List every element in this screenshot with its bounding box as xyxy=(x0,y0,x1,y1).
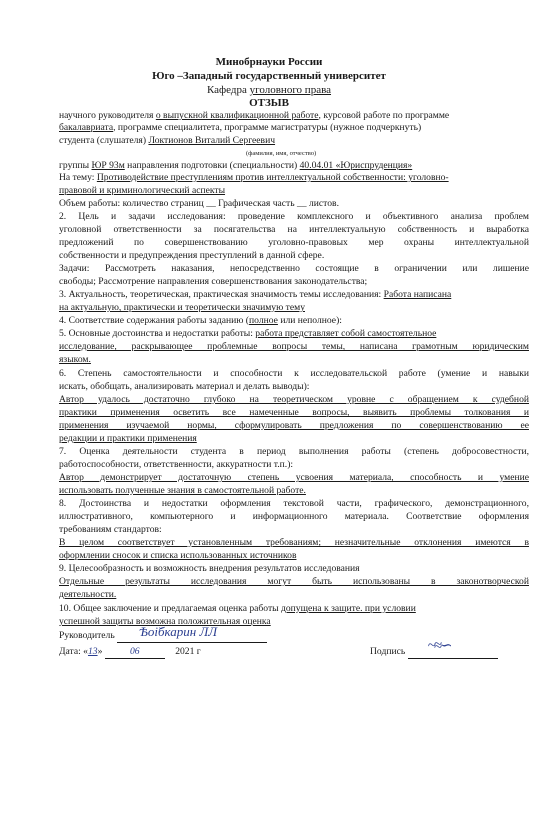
signature-label: Подпись xyxy=(370,646,406,657)
implementation-answer-2: деятельности. xyxy=(59,589,117,600)
independence-line-2: искать, обобщать, анализировать материал и делать выводы): xyxy=(59,381,310,392)
ministry-title: Минобрнауки России xyxy=(215,56,323,68)
design-line-2: иллюстративного, компьютерного и информационного материала. Соответствие оформления xyxy=(59,511,529,522)
department-name: уголовного права xyxy=(249,84,332,96)
merits-answer: работа представляет собой самостоятельное xyxy=(255,328,437,339)
date-month-line xyxy=(105,646,165,659)
line-program xyxy=(59,122,421,134)
conclusion-line-2: успешной защиты возможна положительная оценка xyxy=(59,616,271,627)
topic-text: Противодействие преступлениям против интеллектуальной собственности: уголовно- xyxy=(96,172,449,183)
relevance-answer: Работа написана xyxy=(383,289,452,300)
specialty: 40.04.01 «Юриспруденция» xyxy=(299,160,413,171)
implementation-line: 9. Целесообразность и возможность внедрения результатов исследования xyxy=(59,563,360,574)
relevance-line-1 xyxy=(59,289,451,301)
date-label: Дата: « xyxy=(59,646,88,657)
date-year: 2021 г xyxy=(175,646,201,657)
date-separator: » xyxy=(97,646,105,657)
text: , программе специалитета, программе магистратуры (нужное подчеркнуть) xyxy=(113,122,422,133)
line-group xyxy=(59,160,412,172)
supervisor-signature: Ѣоі̆бкарин ЛЛ xyxy=(139,624,218,639)
name-caption: (фамилия, имя, отчество) xyxy=(246,150,317,157)
conclusion-line-1 xyxy=(59,603,416,615)
line-topic xyxy=(59,172,449,184)
work-type-underlined: о выпускной квалификационной работе xyxy=(155,110,319,121)
date-row xyxy=(59,646,201,659)
goal-line-2: уголовной ответственности за посягательства на интеллектуальную собственность и выработка xyxy=(59,224,529,235)
topic-text-cont: правовой и криминологический аспекты xyxy=(59,185,226,196)
activity-line-1: 7. Оценка деятельности студента в период выполнения работы (степень добросовестности, xyxy=(59,446,529,457)
department-line xyxy=(0,84,538,96)
student-label: студента (слушателя) xyxy=(59,135,149,146)
conformity-answer: полное xyxy=(249,315,278,326)
independence-answer-4: редакции и практики применения xyxy=(59,433,197,444)
date-day: 13 xyxy=(87,646,98,657)
design-answer-2: оформлении сносок и списка использованных источников xyxy=(59,550,297,561)
university-title: Юго –Западный государственный университет xyxy=(152,70,386,82)
signature-row xyxy=(370,638,498,659)
goal-line-1: 2. Цель и задачи исследования: проведение комплексного и объективного анализа проблем xyxy=(59,211,529,222)
volume-line: Объем работы: количество страниц __ Графическая часть __ листов. xyxy=(59,198,339,209)
line-student xyxy=(59,135,275,147)
relevance-line-2: на актуальную, практически и теоретически значимую тему xyxy=(59,302,305,313)
relevance-label: 3. Актуальность, теоретическая, практическая значимость темы исследования: xyxy=(59,289,384,300)
text: , курсовой работе по программе xyxy=(318,110,450,121)
goal-line-3: предложений по совершенствованию уголовно-правовых мер охраны интеллектуальной xyxy=(59,237,529,248)
conclusion-label: 10. Общее заключение и предлагаемая оценка работы xyxy=(59,603,281,614)
merits-line-1 xyxy=(59,328,436,340)
document-title: ОТЗЫВ xyxy=(249,97,289,109)
topic-label: На тему: xyxy=(59,172,97,183)
date-month: 06 xyxy=(129,646,140,657)
tasks-line-2: свободы; Рассмотрение направления совершенствования законодательства; xyxy=(59,276,368,287)
goal-line-4: собственности и предупреждения преступлений в данной сфере. xyxy=(59,250,325,261)
activity-line-2: работоспособности, ответственности, аккуратности т.п.): xyxy=(59,459,294,470)
line-supervisor xyxy=(59,110,449,122)
text: направления подготовки (специальности) xyxy=(124,160,300,171)
conformity-line xyxy=(59,315,342,327)
text: научного руководителя xyxy=(59,110,156,121)
independence-answer-1: Автор удалось достаточно глубоко на теоретическом уровне с обращением к судебной xyxy=(59,394,529,405)
department-prefix: Кафедра xyxy=(206,84,250,96)
supervisor-row xyxy=(59,624,267,643)
independence-answer-3: применения изучаемой нормы, сформулировать предложения по совершенствованию ее xyxy=(59,420,529,431)
merits-label: 5. Основные достоинства и недостатки работы: xyxy=(59,328,256,339)
supervisor-signature-line xyxy=(117,624,267,643)
signature-mark: ~≈∽ xyxy=(427,638,451,654)
tasks-line-1: Задачи: Рассмотреть наказания, непосредственно состоящие в ограничении или лишение xyxy=(59,263,529,274)
conclusion-answer: допущена к защите. при условии xyxy=(281,603,416,614)
independence-answer-2: практики применения осветить все намеченные вопросы, выявить проблемы толкования и xyxy=(59,407,529,418)
text: 4. Соответствие содержания работы заданию ( xyxy=(59,315,250,326)
student-name: Локтионов Виталий Сергеевич xyxy=(148,135,276,146)
activity-answer-1: Автор демонстрирует достаточную степень усвоения материала, способность и умение xyxy=(59,472,529,483)
implementation-answer-1: Отдельные результаты исследования могут быть использованы в законотворческой xyxy=(59,576,529,587)
design-answer-1: В целом соответствует установленным требованиям; незначительные отклонения имеются в xyxy=(59,537,529,548)
merits-line-3: языком. xyxy=(59,354,91,365)
signature-line xyxy=(408,638,498,659)
group-code: ЮР 93м xyxy=(91,160,125,171)
activity-answer-2: использовать полученные знания в самостоятельной работе. xyxy=(59,485,306,496)
merits-line-2: исследование, раскрывающее проблемные вопросы темы, написана грамотным юридическим xyxy=(59,341,529,352)
design-line-3: требованиям стандартов: xyxy=(59,524,162,535)
design-line-1: 8. Достоинства и недостатки оформления текстовой части, графического, демонстрационного, xyxy=(59,498,529,509)
text: или неполное): xyxy=(277,315,342,326)
program-underlined: бакалавриата xyxy=(59,122,114,133)
independence-line-1: 6. Степень самостоятельности и способности к исследовательской работе (умение и навыки xyxy=(59,368,529,379)
text: группы xyxy=(59,160,92,171)
supervisor-label: Руководитель xyxy=(59,630,115,641)
